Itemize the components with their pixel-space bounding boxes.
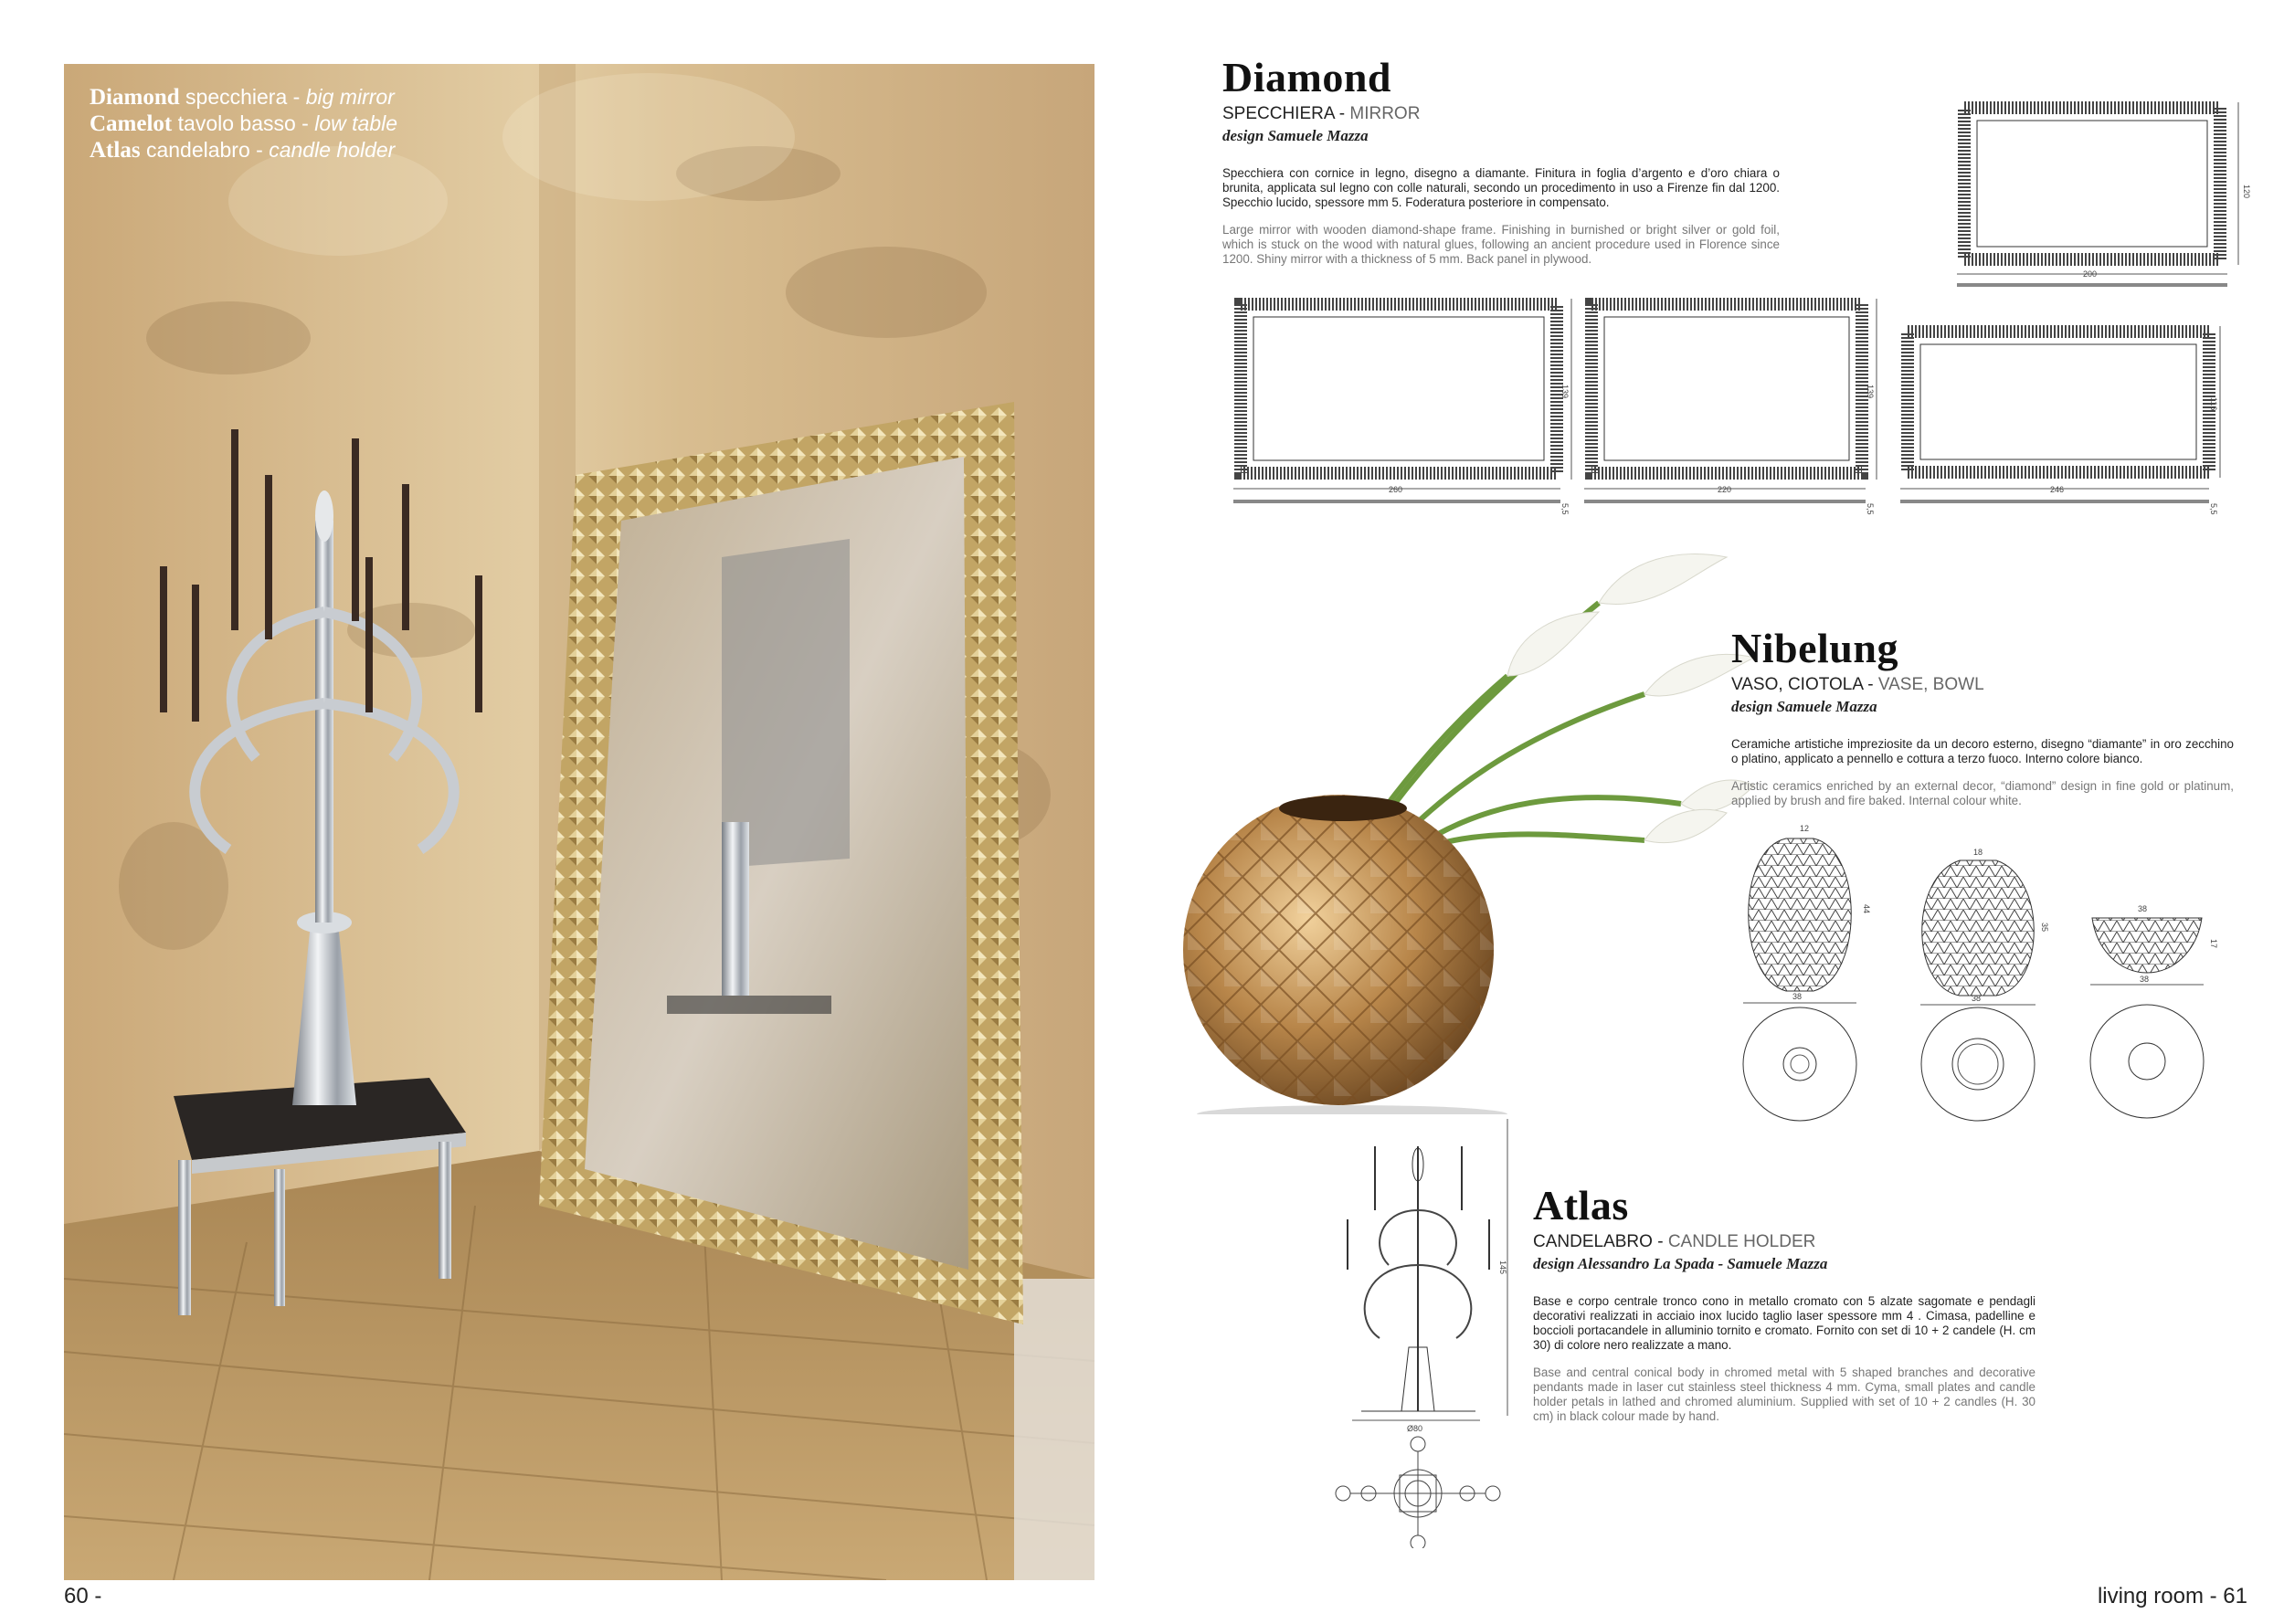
nibelung-vase-photo	[1169, 530, 1754, 1114]
svg-text:18: 18	[1973, 848, 1983, 857]
diamond-section	[1222, 55, 1780, 267]
caption-line-diamond: Diamond specchiera - big mirror	[90, 85, 395, 110]
svg-text:12: 12	[1800, 824, 1810, 833]
nibelung-technical-drawings	[1727, 822, 2238, 1123]
svg-text:145: 145	[1498, 1260, 1507, 1275]
svg-text:120: 120	[2242, 185, 2251, 199]
svg-text:5,5: 5,5	[2209, 503, 2218, 515]
svg-text:17: 17	[2209, 939, 2218, 949]
svg-text:38: 38	[2138, 904, 2148, 913]
diamond-drawing-246x116	[1898, 324, 2227, 516]
svg-text:260: 260	[1389, 485, 1403, 494]
nibelung-text-en: Artistic ceramics enriched by an external decor, “diamond” design in fine gold or platinum, applied by brush and fire baked. Internal colour white.	[1731, 779, 2234, 807]
svg-text:44: 44	[1862, 904, 1871, 914]
nibelung-section	[1731, 626, 2234, 808]
svg-text:38: 38	[1972, 994, 1982, 1003]
diamond-text-en: Large mirror with wooden diamond-shape frame. Finishing in burnished or bright silver or gold foil, which is stuck on the wood with natural glues, following an ancient procedure used in Florence since 1200. Shiny mirror with a thickness of 5 mm. Back panel in plywood.	[1222, 223, 1780, 266]
svg-text:35: 35	[2040, 923, 2049, 933]
svg-text:246: 246	[2050, 485, 2065, 494]
interior-photo	[64, 64, 1094, 1580]
svg-text:38: 38	[1792, 992, 1803, 1001]
diamond-designer: design Samuele Mazza	[1222, 127, 1369, 144]
diamond-drawing-220x139	[1582, 297, 1893, 516]
atlas-section	[1533, 1183, 2036, 1424]
diamond-drawing-260x139	[1232, 297, 1579, 516]
atlas-designer: design Alessandro La Spada - Samuele Mazza	[1533, 1255, 1828, 1272]
atlas-title: Atlas	[1533, 1182, 1629, 1229]
atlas-text-en: Base and central conical body in chromed metal with 5 shaped branches and decorative pendants made in laser cut stainless steel thickness 4 mm. Cyma, small plates and candle holder petals in lathed and chromed aluminium. Supplied with set of 10 + 2 candles (H. 30 cm) in black colour made by hand.	[1533, 1366, 2036, 1423]
svg-text:139: 139	[1560, 385, 1570, 399]
atlas-text-it: Base e corpo centrale tronco cono in metallo cromato con 5 alzate sagomate e pendagli decorativi realizzati in acciaio inox lucido taglio laser spessore mm 4 . Cimasa, padelline e boccioli portacandele in alluminio tornito e cromato. Fornito con set di 10 + 2 candele (H. cm 30) di colore nero realizzate a mano.	[1533, 1294, 2036, 1352]
page-number-right: living room - 61	[2097, 1584, 2247, 1608]
nibelung-text-it: Ceramiche artistiche impreziosite da un decoro esterno, disegno “diamante” in oro zecchino o platino, applicato a pennello e cottura a terzo fuoco. Interno colore bianco.	[1731, 737, 2234, 765]
page-number-left: 60 -	[64, 1584, 102, 1608]
photo-caption	[90, 84, 397, 163]
diamond-text-it: Specchiera con cornice in legno, disegno a diamante. Finitura in foglia d’argento e d’oro chiara o brunita, applicata sul legno con colle naturali, secondo un procedimento in uso a Firenze fin dal 1200. Specchio lucido, spessore mm 5. Foderatura posteriore in compensato.	[1222, 166, 1780, 209]
caption-line-atlas: Atlas candelabro - candle holder	[90, 138, 396, 163]
svg-text:5,5: 5,5	[1560, 503, 1570, 515]
svg-text:220: 220	[1718, 485, 1732, 494]
svg-text:200: 200	[2083, 269, 2098, 279]
diamond-drawing-200x120	[1955, 100, 2257, 292]
svg-text:139: 139	[1866, 385, 1875, 399]
caption-line-camelot: Camelot tavolo basso - low table	[90, 111, 398, 136]
atlas-subtitle: CANDELABRO - CANDLE HOLDER	[1533, 1232, 1816, 1251]
svg-text:38: 38	[2140, 975, 2150, 984]
svg-text:5,5: 5,5	[1866, 503, 1875, 515]
svg-text:116: 116	[2209, 397, 2218, 411]
svg-text:Ø80: Ø80	[1407, 1424, 1423, 1433]
diamond-title: Diamond	[1222, 54, 1391, 100]
diamond-subtitle: SPECCHIERA - MIRROR	[1222, 104, 1421, 123]
atlas-technical-drawing	[1325, 1110, 1526, 1548]
nibelung-designer: design Samuele Mazza	[1731, 698, 1877, 715]
room-scene-illustration	[64, 64, 1094, 1580]
nibelung-title: Nibelung	[1731, 625, 1898, 671]
nibelung-subtitle: VASO, CIOTOLA - VASE, BOWL	[1731, 675, 1984, 694]
